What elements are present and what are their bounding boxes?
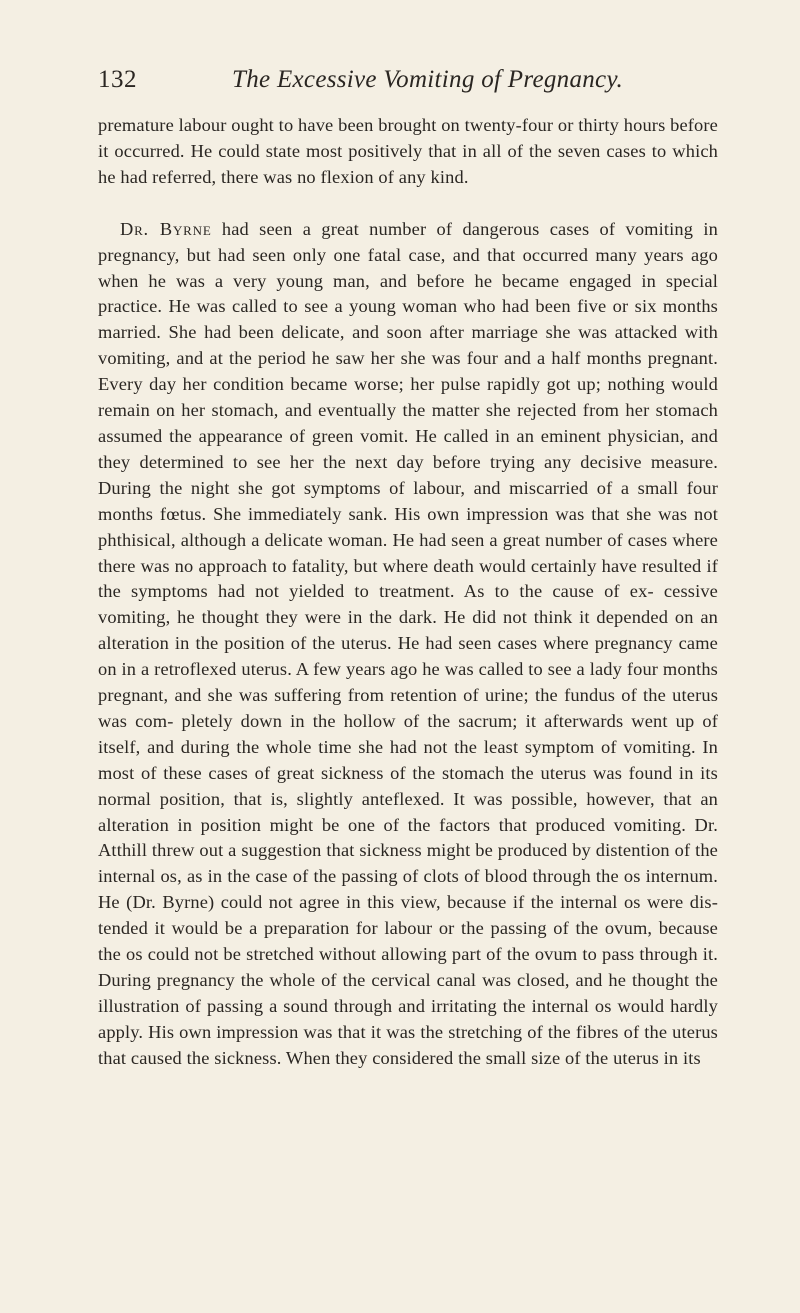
- paragraph-dr-byrne: [98, 217, 718, 1072]
- running-title: The Excessive Vomiting of Pregnancy.: [232, 66, 624, 93]
- page-number: 132: [98, 66, 137, 93]
- running-header: [98, 66, 718, 102]
- speaker-name: Dr. Byrne: [120, 218, 212, 239]
- paragraph-continuation: premature labour ought to have been brought on twenty-four or thirty hours before it occurred. He could state most positively that in all of the seven cases to which he had referred, there was no flexion of any kind.: [98, 115, 718, 187]
- paragraph-body: had seen a great number of dangerous cases of vomiting in pregnancy, but had seen only one fatal case, and that occurred many years ago when he was a very young man, and before he became engaged in special practice. He was called to see a young woman who had been five or six months married. She had been delicate, and soon after marriage she was attacked with vomiting, and at the period he saw her she was four and a half months pregnant. Every day her condition became worse; her pulse rapidly got up; nothing would remain on her stomach, and eventually the matter she rejected from her stomach assumed the appearance of green vomit. He called in an eminent physician, and they determined to see her the next day before trying any decisive measure. During the night she got symptoms of labour, and miscarried of a small four months fœtus. She immediately sank. His own impression was that she was not phthisical, although a delicate woman. He had seen a great number of cases where there was no approach to fatality, but where death would certainly have resulted if the symptoms had not yielded to treatment. As to the cause of ex- cessive vomiting, he thought they were in the dark. He did not think it depended on an alteration in the position of the uterus. He had seen cases where pregnancy came on in a retroflexed uterus. A few years ago he was called to see a lady four months pregnant, and she was suffering from retention of urine; the fundus of the uterus was com- pletely down in the hollow of the sacrum; it afterwards went up of itself, and during the whole time she had not the least symptom of vomiting. In most of these cases of great sickness of the stomach the uterus was found in its normal position, that is, slightly anteflexed. It was possible, however, that an alteration in position might be one of the factors that produced vomiting. Dr. Atthill threw out a suggestion that sickness might be produced by distention of the internal os, as in the case of the passing of clots of blood through the os internum. He (Dr. Byrne) could not agree in this view, because if the internal os were dis- tended it would be a preparation for labour or the passing of the ovum, because the os could not be stretched without allowing part of the ovum to pass through it. During pregnancy the whole of the cervical canal was closed, and he thought the illustration of passing a sound through and irritating the internal os would hardly apply. His own impression was that it was the stretching of the fibres of the uterus that caused the sickness. When they considered the small size of the uterus in its: [98, 218, 718, 1068]
- body-text: [98, 113, 718, 1072]
